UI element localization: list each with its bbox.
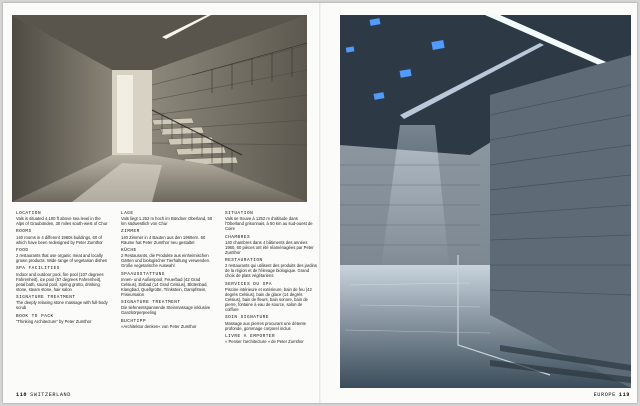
section-text: Massage aux pierres procurant une détente profonde, gommage corporel inclus — [225, 320, 307, 331]
section-heading: ZIMMER — [121, 229, 140, 235]
section-heading: FOOD — [16, 247, 29, 253]
section-heading: RESTAURATION — [225, 258, 263, 264]
right-page-footer — [594, 392, 630, 398]
section-text: 140 Zimmer in 4 Bauten aus den 1960ern. 60 Räume hat Peter Zumthor neu gestaltet — [121, 234, 206, 245]
page-gutter — [319, 3, 321, 403]
section-heading: SIGNATURE TREATMENT — [16, 295, 76, 301]
section-heading: LIVRE À EMPORTER — [225, 333, 276, 339]
info-section — [16, 266, 108, 291]
section-heading: BUCHTIPP — [121, 318, 147, 324]
section-heading: SIGNATURE TREATMENT — [121, 300, 181, 306]
info-section — [225, 235, 317, 255]
section-text: Vals liegt 1.252 m hoch im Bündner Oberland, 50 km südwestlich von Chur — [121, 216, 213, 227]
thermal-pool-photo — [340, 15, 631, 388]
section-text: 2 restaurants that use organic meat and locally grown products. Wide range of vegetarian dishes — [16, 253, 108, 264]
info-section — [225, 211, 317, 231]
section-heading: CHAMBRES — [225, 234, 251, 240]
chapter-label: EUROPE — [593, 392, 616, 398]
info-column-english — [16, 211, 108, 327]
info-section — [16, 295, 108, 310]
page-number: 119 — [618, 392, 630, 398]
chapter-label: SWITZERLAND — [30, 392, 71, 398]
section-text: 140 chambres dans 4 bâtiments des années 1960, 60 pièces ont été réaménagées par Peter Zumthor — [225, 239, 314, 255]
section-heading: ROOMS — [16, 229, 32, 235]
section-text: « Penser l'architecture » de Peter Zumthor — [225, 339, 304, 344]
section-heading: LOCATION — [16, 211, 42, 216]
section-heading: SPAAUSSTATTUNG — [121, 271, 165, 277]
info-column-german — [121, 211, 213, 332]
section-heading: SITUATION — [225, 211, 254, 216]
info-section — [225, 334, 317, 344]
info-section — [121, 272, 213, 297]
section-text: The deeply relaxing stone massage with full-body scrub — [16, 300, 108, 311]
section-text: Vals se trouve à 1252 m d'altitude dans l'Oberland grisonnais, à 50 km au sud-ouest de Coire — [225, 216, 313, 232]
info-column-french — [225, 211, 317, 347]
section-heading: LAGE — [121, 211, 134, 216]
section-heading: BOOK TO PACK — [16, 313, 54, 319]
section-text: Innen- und Außenpool, Feuerbad (42 Grad Celsius), Eisbad (14 Grad Celsius), Blütenbad, Klangbad, Quellgrotte, Trinkstein, Dampfstein, Friseursalon — [121, 276, 208, 297]
info-section — [121, 300, 213, 315]
info-section — [16, 314, 108, 324]
section-text: »Architektur denken« von Peter Zumthor — [121, 323, 197, 329]
info-section — [225, 282, 317, 313]
info-section — [121, 229, 213, 244]
info-section — [121, 248, 213, 268]
page-number: 118 — [16, 392, 28, 398]
section-heading: SERVICES DU SPA — [225, 281, 273, 287]
info-section — [225, 315, 317, 330]
info-section — [16, 248, 108, 263]
section-text: “Thinking Architecture” by Peter Zumthor — [16, 318, 92, 324]
section-text: Piscine intérieure et extérieure, bain de feu (42 degrés Celsius), bain de glace (14 degrés Celsius), bain de fleurs, bain sonore, bain de pierre, fontaine à eau de source, salon de coiffure — [225, 286, 312, 313]
section-text: 2 restaurants qui utilisent des produits des jardins de la région et de l'élevage biologique. Grand choix de plats végétariens — [225, 263, 317, 279]
info-section — [121, 319, 213, 329]
info-section — [225, 258, 317, 278]
info-section — [16, 229, 108, 244]
left-page-footer — [16, 392, 71, 398]
info-section — [121, 211, 213, 226]
corridor-photo — [12, 15, 307, 202]
section-heading: KÜCHE — [121, 247, 137, 253]
book-spread — [3, 3, 637, 403]
section-text: 2 Restaurants, die Produkte aus einheimischen Gärten und biologischer Tierhaltung verwenden. Große vegetarische Auswahl — [121, 253, 211, 269]
section-text: Die tiefenentspannende Steinmassage inklusive Ganzkörperpeeling — [121, 305, 211, 316]
info-section — [16, 211, 108, 226]
section-text: Indoor and outdoor pool, fire pool (107 degrees Fahrenheit), ice pool (57 degrees Fahrenheit), petal bath, sound pool, spring grotto, drinking stone, steam stone, hair salon — [16, 271, 104, 292]
section-text: Vals is situated 4,100 ft above sea level in the Alps of Graubünden, 30 miles south-west of Chur — [16, 216, 108, 227]
section-text: 140 rooms in 4 different 1960s buildings, 60 of which have been redesigned by Peter Zumthor — [16, 234, 103, 245]
section-heading: SPA FACILITIES — [16, 266, 60, 272]
section-heading: SOIN SIGNATURE — [225, 315, 269, 321]
